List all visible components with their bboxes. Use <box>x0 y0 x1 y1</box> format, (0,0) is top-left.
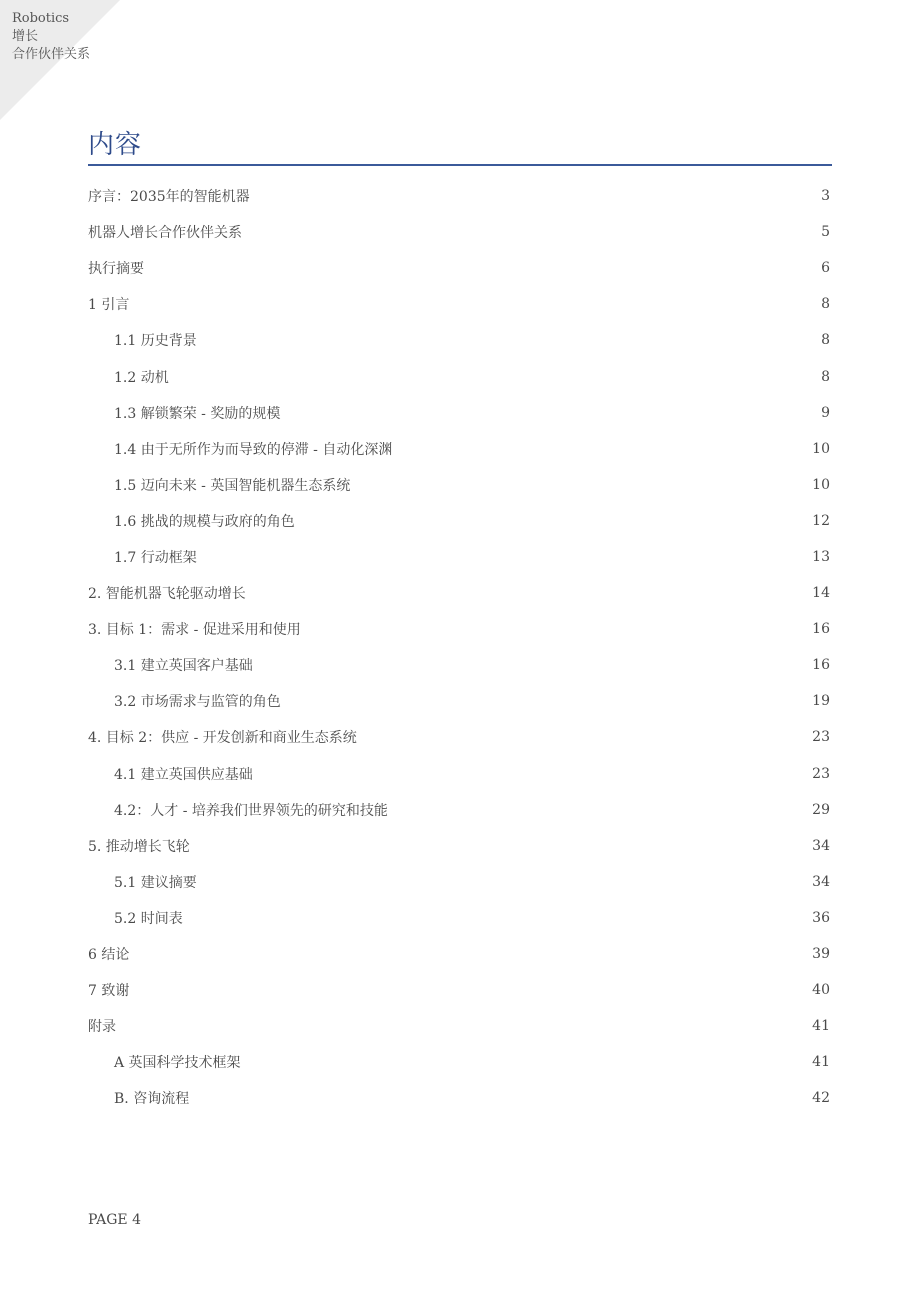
toc-entry-page-number: 39 <box>812 946 830 963</box>
toc-entry-label: 执行摘要 <box>88 261 144 278</box>
brand-line-3: 合作伙伴关系 <box>12 47 91 62</box>
toc-entry[interactable] <box>88 503 832 539</box>
toc-entry-page-number: 8 <box>821 296 830 313</box>
toc-entry-page-number: 9 <box>821 404 830 421</box>
brand-line-1: Robotics <box>12 11 70 26</box>
toc-entry[interactable] <box>88 178 832 214</box>
toc-entry-label: 4.1 建立英国供应基础 <box>114 766 253 783</box>
toc-entry-page-number: 40 <box>812 982 830 999</box>
toc-entry-page-number: 34 <box>812 873 830 890</box>
toc-entry-page-number: 23 <box>812 729 830 746</box>
toc-entry-label: 序言：2035年的智能机器 <box>88 189 250 206</box>
toc-entry-label: 4.2：人才 - 培养我们世界领先的研究和技能 <box>114 802 388 819</box>
toc-entry-label: 6 结论 <box>88 947 130 964</box>
toc-entry-page-number: 29 <box>812 801 830 818</box>
toc-entry-label: 3.1 建立英国客户基础 <box>114 658 253 675</box>
toc-entry-label: 7 致谢 <box>88 983 130 1000</box>
toc-entry[interactable] <box>88 864 832 900</box>
toc-entry[interactable] <box>88 1008 832 1044</box>
toc-entry[interactable] <box>88 539 832 575</box>
toc-entry[interactable] <box>88 575 832 611</box>
toc-entry-label: 1.1 历史背景 <box>114 333 197 350</box>
toc-entry-page-number: 41 <box>812 1018 830 1035</box>
toc-entry-page-number: 41 <box>812 1054 830 1071</box>
toc-entry-label: 5.1 建议摘要 <box>114 874 197 891</box>
toc-entry[interactable] <box>88 1080 832 1116</box>
toc-entry-label: 5.2 时间表 <box>114 910 183 927</box>
toc-entry[interactable] <box>88 395 832 431</box>
toc-entry-label: 1 引言 <box>88 297 130 314</box>
toc-entry[interactable] <box>88 358 832 394</box>
toc-entry-label: 1.7 行动框架 <box>114 549 197 566</box>
toc-entry-label: 1.5 迈向未来 - 英国智能机器生态系统 <box>114 477 351 494</box>
toc-entry-page-number: 3 <box>821 188 830 205</box>
toc-entry[interactable] <box>88 972 832 1008</box>
toc-entry[interactable] <box>88 936 832 972</box>
toc-entry[interactable] <box>88 322 832 358</box>
toc-entry-page-number: 5 <box>821 224 830 241</box>
brand-label <box>12 10 90 64</box>
toc-entry-label: 4. 目标 2：供应 - 开发创新和商业生态系统 <box>88 730 357 747</box>
toc-entry[interactable] <box>88 792 832 828</box>
toc-entry-page-number: 16 <box>812 621 830 638</box>
toc-entry-page-number: 16 <box>812 657 830 674</box>
toc-entry[interactable] <box>88 900 832 936</box>
toc-entry-label: 附录 <box>88 1019 116 1036</box>
toc-list <box>88 178 832 1116</box>
toc-entry-label: 3.2 市场需求与监管的角色 <box>114 694 281 711</box>
toc-entry-label: 2. 智能机器飞轮驱动增长 <box>88 586 246 603</box>
toc-entry-page-number: 10 <box>812 476 830 493</box>
toc-entry-page-number: 19 <box>812 693 830 710</box>
toc-entry[interactable] <box>88 828 832 864</box>
toc-entry-page-number: 36 <box>812 909 830 926</box>
toc-entry-label: A 英国科学技术框架 <box>114 1055 241 1072</box>
toc-entry-page-number: 14 <box>812 585 830 602</box>
toc-entry[interactable] <box>88 719 832 755</box>
toc-title: 内容 <box>88 130 143 160</box>
page-number: PAGE 4 <box>88 1212 142 1228</box>
toc-entry-page-number: 23 <box>812 765 830 782</box>
toc-entry-page-number: 34 <box>812 837 830 854</box>
toc-entry-label: 5. 推动增长飞轮 <box>88 838 190 855</box>
toc-entry[interactable] <box>88 431 832 467</box>
toc-entry[interactable] <box>88 467 832 503</box>
toc-entry-label: 1.2 动机 <box>114 369 169 386</box>
toc-entry-label: B. 咨询流程 <box>114 1091 190 1108</box>
toc-entry-label: 1.3 解锁繁荣 - 奖励的规模 <box>114 405 281 422</box>
toc-entry[interactable] <box>88 647 832 683</box>
toc-entry[interactable] <box>88 611 832 647</box>
toc-entry-page-number: 6 <box>821 260 830 277</box>
toc-entry-page-number: 13 <box>812 548 830 565</box>
toc-entry-label: 1.6 挑战的规模与政府的角色 <box>114 513 295 530</box>
toc-entry[interactable] <box>88 683 832 719</box>
toc-entry-page-number: 42 <box>812 1090 830 1107</box>
toc-entry[interactable] <box>88 286 832 322</box>
toc-entry[interactable] <box>88 214 832 250</box>
title-divider <box>88 164 832 166</box>
toc-entry-page-number: 12 <box>812 512 830 529</box>
toc-entry-label: 1.4 由于无所作为而导致的停滞 - 自动化深渊 <box>114 441 393 458</box>
toc-entry[interactable] <box>88 756 832 792</box>
toc-entry-label: 机器人增长合作伙伴关系 <box>88 225 242 242</box>
toc-entry[interactable] <box>88 1044 832 1080</box>
toc-entry-page-number: 8 <box>821 368 830 385</box>
toc-entry-label: 3. 目标 1：需求 - 促进采用和使用 <box>88 622 301 639</box>
toc-entry-page-number: 10 <box>812 440 830 457</box>
toc-entry[interactable] <box>88 250 832 286</box>
toc-entry-page-number: 8 <box>821 332 830 349</box>
brand-line-2: 增长 <box>12 29 39 44</box>
